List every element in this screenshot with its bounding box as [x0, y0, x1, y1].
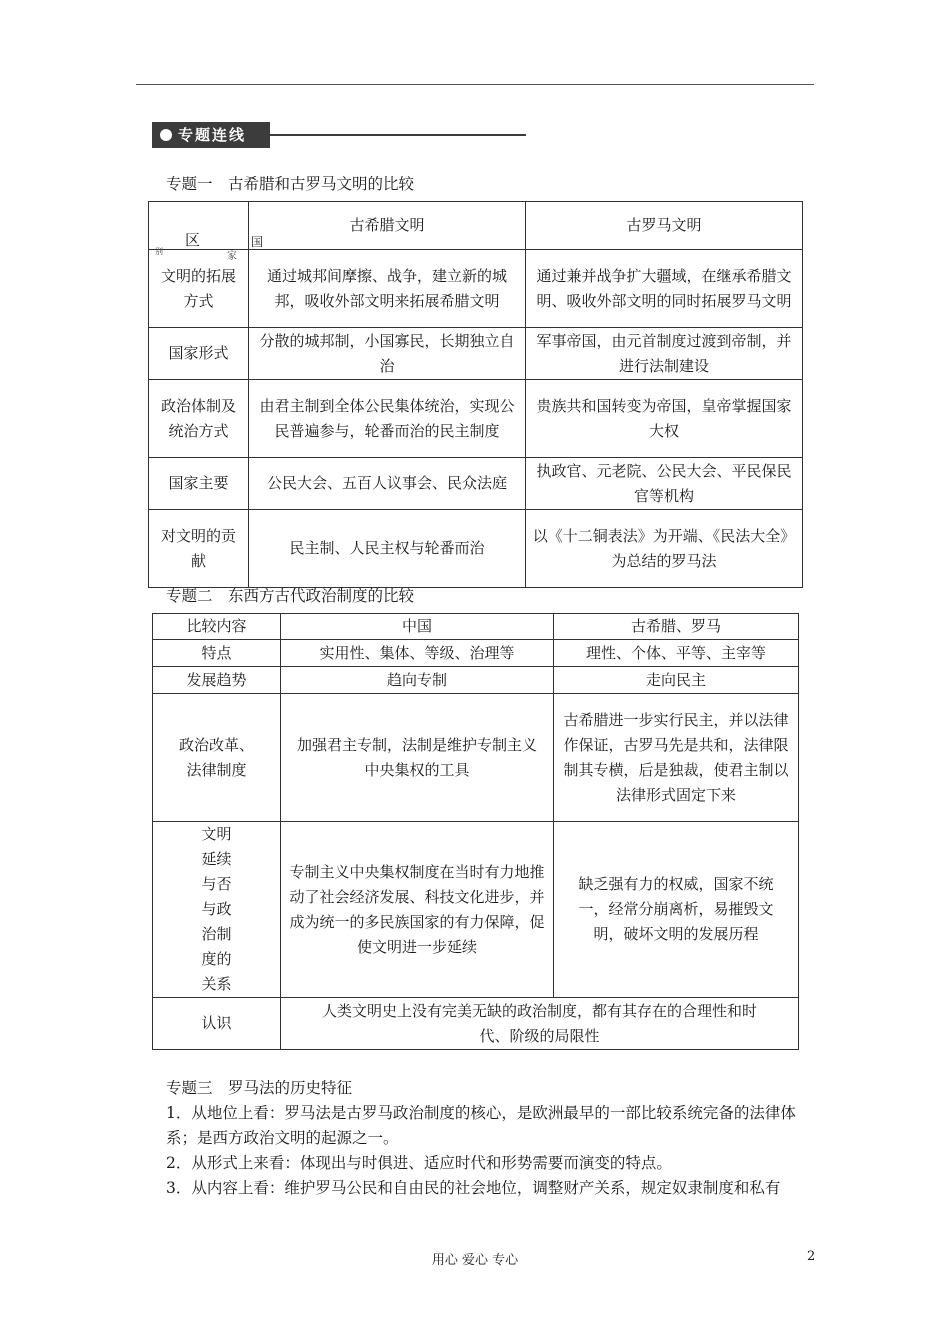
rome-cell: 通过兼并战争扩大疆域，在继承希腊文明、吸收外部文明的同时拓展罗马文明: [526, 250, 803, 328]
col-header-greece: 古希腊文明: [249, 202, 526, 250]
corner-label-qu: 区: [185, 231, 201, 249]
list-item: 3．从内容上看：维护罗马公民和自由民的社会地位，调整财产关系，规定奴隶制度和私有: [166, 1179, 781, 1197]
conclusion-cell: 人类文明史上没有完美无缺的政治制度，都有其存在的合理性和时代、阶级的局限性: [281, 998, 799, 1050]
list-item: 1．从地位上看：罗马法是古罗马政治制度的核心，是欧洲最早的一部比较系统完备的法律体系；是西方政治文明的起源之一。: [166, 1104, 796, 1147]
footer-text: 用心 爱心 专心: [431, 1253, 519, 1268]
bullet-icon: [160, 129, 172, 141]
corner-label-bie: 别: [155, 247, 163, 256]
china-cell: 实用性、集体、等级、治理等: [281, 640, 554, 667]
west-cell: 缺乏强有力的权威，国家不统一，经常分崩离析，易摧毁文明，破坏文明的发展历程: [554, 822, 799, 998]
col-header-china: 中国: [281, 614, 554, 640]
row-label: 政治改革、法律制度: [153, 694, 281, 822]
banner-rule: [270, 134, 526, 136]
row-label: 政治体制及统治方式: [149, 380, 249, 458]
row-label: 发展趋势: [153, 667, 281, 694]
west-cell: 走向民主: [554, 667, 799, 694]
china-cell: 趋向专制: [281, 667, 554, 694]
greece-cell: 通过城邦间摩擦、战争，建立新的城邦，吸收外部文明来拓展希腊文明: [249, 250, 526, 328]
row-label: 文明延续与否与政治制度的关系: [153, 822, 281, 998]
top-rule: [136, 84, 814, 85]
row-label: 对文明的贡献: [149, 510, 249, 588]
china-cell: 专制主义中央集权制度在当时有力地推动了社会经济发展、科技文化进步，并成为统一的多民族国家的有力保障，促使文明进一步延续: [281, 822, 554, 998]
rome-cell: 军事帝国，由元首制度过渡到帝制，并进行法制建设: [526, 328, 803, 380]
greece-rome-comparison-table: [148, 201, 803, 588]
corner-label-jia: 家: [227, 251, 237, 262]
section2-heading: 专题二 东西方古代政治制度的比较: [166, 587, 415, 605]
rome-cell: 执政官、元老院、公民大会、平民保民官等机构: [526, 458, 803, 510]
section-banner: [152, 122, 270, 148]
page-number: 2: [807, 1249, 816, 1264]
row-label: 国家主要: [149, 458, 249, 510]
greece-cell: 分散的城邦制，小国寡民，长期独立自治: [249, 328, 526, 380]
col-header-rome: 古罗马文明: [526, 202, 803, 250]
section3-heading: 专题三 罗马法的历史特征: [166, 1079, 353, 1097]
section1-heading: 专题一 古希腊和古罗马文明的比较: [166, 175, 415, 193]
greece-cell: 民主制、人民主权与轮番而治: [249, 510, 526, 588]
row-label: 国家形式: [149, 328, 249, 380]
greece-cell: 公民大会、五百人议事会、民众法庭: [249, 458, 526, 510]
west-cell: 理性、个体、平等、主宰等: [554, 640, 799, 667]
list-item: 2．从形式上来看：体现出与时俱进、适应时代和形势需要而演变的特点。: [166, 1154, 672, 1172]
col-header-content: 比较内容: [153, 614, 281, 640]
row-label: 认识: [153, 998, 281, 1050]
table-corner-cell: [149, 202, 264, 262]
china-cell: 加强君主专制，法制是维护专制主义中央集权的工具: [281, 694, 554, 822]
east-west-politics-table: [152, 613, 799, 1050]
corner-label-guo: 国: [251, 235, 264, 249]
col-header-west: 古希腊、罗马: [554, 614, 799, 640]
rome-cell: 贵族共和国转变为帝国，皇帝掌握国家大权: [526, 380, 803, 458]
banner-title: 专题连线: [178, 126, 247, 144]
west-cell: 古希腊进一步实行民主，并以法律作保证，古罗马先是共和，法律限制其专横，后是独裁，使君主制以法律形式固定下来: [554, 694, 799, 822]
greece-cell: 由君主制到全体公民集体统治，实现公民普遍参与，轮番而治的民主制度: [249, 380, 526, 458]
rome-cell: 以《十二铜表法》为开端、《民法大全》为总结的罗马法: [526, 510, 803, 588]
row-label: 特点: [153, 640, 281, 667]
row-label: 文明的拓展方式: [149, 250, 249, 328]
